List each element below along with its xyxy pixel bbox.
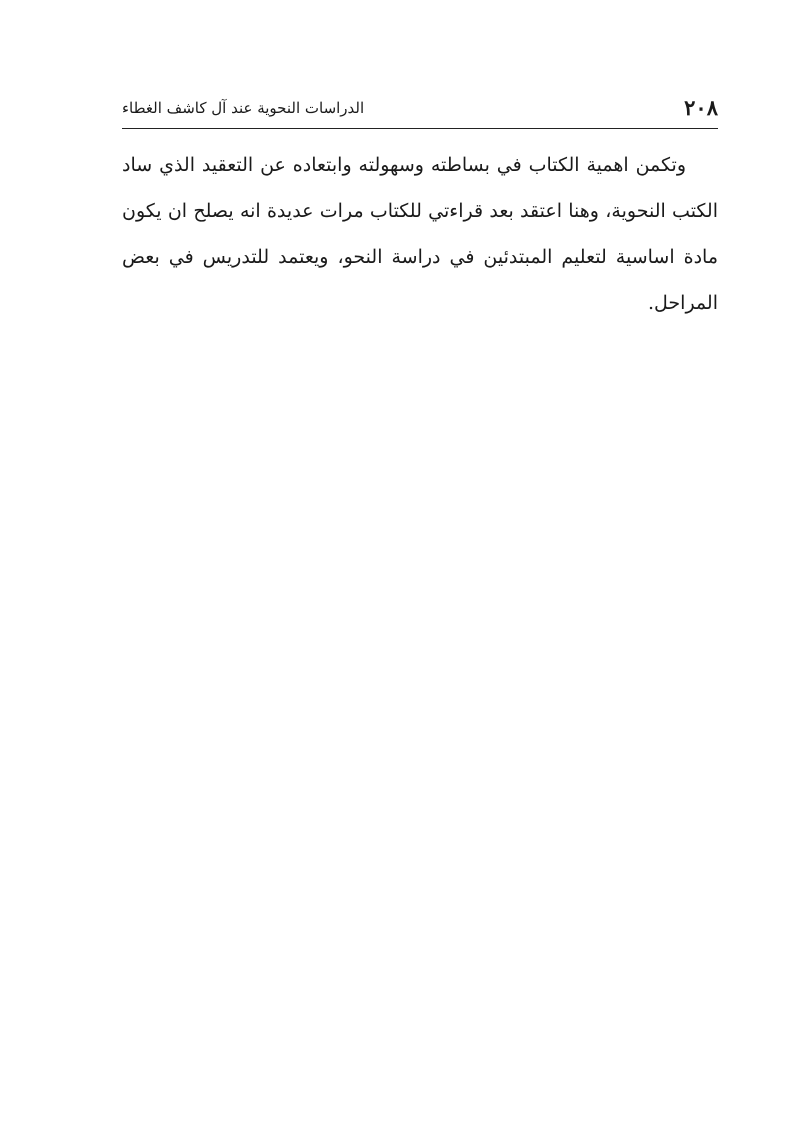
body-text [122,142,718,326]
body-paragraph: وتكمن اهمية الكتاب في بساطته وسهولته وابتعاده عن التعقيد الذي ساد الكتب النحوية، وهنا اعتقد بعد قراءتي للكتاب مرات عديدة انه يصلح ان يكون مادة اساسية لتعليم المبتدئين في دراسة النحو، ويعتمد للتدريس في بعض المراحل. [122,154,718,314]
header-divider [122,128,718,129]
running-title: الدراسات النحوية عند آل كاشف الغطاء [122,99,365,117]
running-header [122,92,718,126]
page-number: ٢٠٨ [684,95,718,120]
